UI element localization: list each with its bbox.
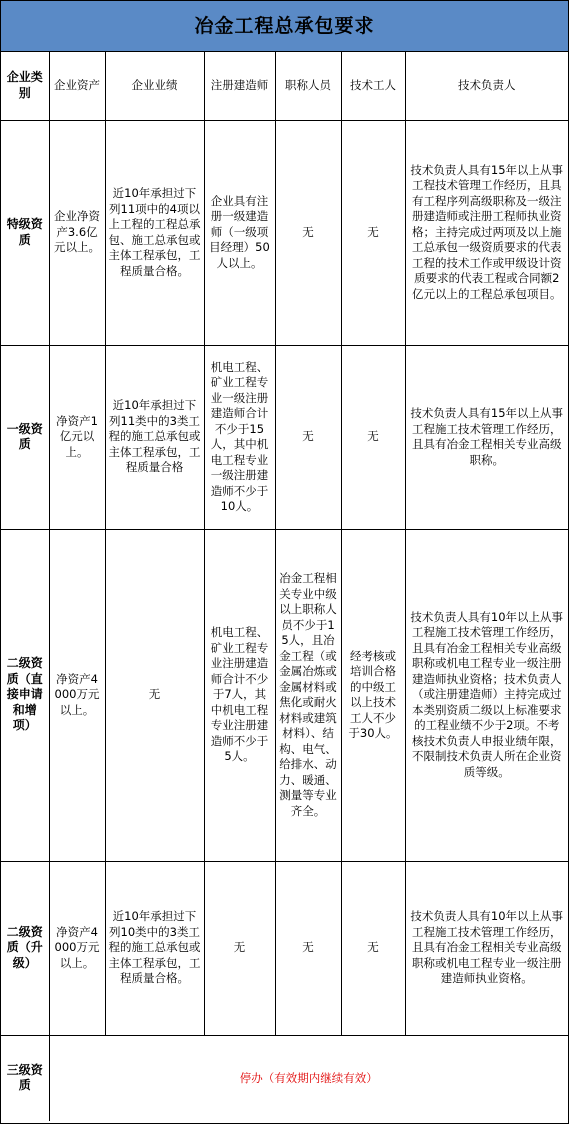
row-builders: 企业具有注册一级建造师（一级项目经理）50人以上。 <box>204 120 275 345</box>
requirements-table <box>1 52 568 1121</box>
row-category: 一级资质 <box>1 345 49 529</box>
row-workers: 无 <box>341 861 405 1035</box>
row-category: 三级资质 <box>1 1035 49 1121</box>
row-workers: 经考核或培训合格的中级工以上技术工人不少于30人。 <box>341 529 405 861</box>
row-builders: 机电工程、矿业工程专业注册建造师合计不少于7人，其中机电工程专业注册建造师不少于5人。 <box>204 529 275 861</box>
row-titled-staff: 无 <box>275 120 341 345</box>
header-performance: 企业业绩 <box>105 52 204 120</box>
header-titled-staff: 职称人员 <box>275 52 341 120</box>
table-row <box>1 345 568 529</box>
table-row-suspended <box>1 1035 568 1121</box>
header-category: 企业类别 <box>1 52 49 120</box>
row-performance: 无 <box>105 529 204 861</box>
row-workers: 无 <box>341 120 405 345</box>
row-category: 特级资质 <box>1 120 49 345</box>
row-category: 二级资质（直接申请和增项） <box>1 529 49 861</box>
row-performance: 近10年承担过下列11项中的4项以上工程的工程总承包、施工总承包或主体工程承包，工程质量合格。 <box>105 120 204 345</box>
row-assets: 净资产1亿元以上。 <box>49 345 105 529</box>
table-row <box>1 529 568 861</box>
row-tech-lead: 技术负责人具有15年以上从事工程施工技术管理工作经历，且具有冶金工程相关专业高级职称。 <box>405 345 568 529</box>
row-assets: 企业净资产3.6亿元以上。 <box>49 120 105 345</box>
row-tech-lead: 技术负责人具有15年以上从事工程技术管理工作经历，且具有工程序列高级职称及一级注册建造师或注册工程师执业资格；主持完成过两项及以上施工总承包一级资质要求的代表工程的技术工作或甲级设计资质要求的代表工程或合同额2亿元以上的工程总承包项目。 <box>405 120 568 345</box>
row-titled-staff: 无 <box>275 861 341 1035</box>
page-title: 冶金工程总承包要求 <box>1 1 568 52</box>
suspended-note: 停办（有效期内继续有效） <box>49 1035 568 1121</box>
row-titled-staff: 冶金工程相关专业中级以上职称人员不少于15人，且冶金工程（或金属冶炼或金属材料或焦化或耐火材料或建筑材料）、结构、电气、给排水、动力、暖通、测量等专业齐全。 <box>275 529 341 861</box>
row-builders: 无 <box>204 861 275 1035</box>
table-row <box>1 120 568 345</box>
header-builders: 注册建造师 <box>204 52 275 120</box>
row-performance: 近10年承担过下列11类中的3类工程的施工总承包或主体工程承包，工程质量合格 <box>105 345 204 529</box>
row-titled-staff: 无 <box>275 345 341 529</box>
row-tech-lead: 技术负责人具有10年以上从事工程施工技术管理工作经历，且具有冶金工程相关专业高级职称或机电工程专业一级注册建造师执业资格；技术负责人（或注册建造师）主持完成过本类别资质二级以上标准要求的工程业绩不少于2项。不考核技术负责人申报业绩年限，不限制技术负责人所在企业资质等级。 <box>405 529 568 861</box>
row-category: 二级资质（升级） <box>1 861 49 1035</box>
header-row <box>1 52 568 120</box>
row-builders: 机电工程、矿业工程专业一级注册建造师合计不少于15人，其中机电工程专业一级注册建造师不少于10人。 <box>204 345 275 529</box>
row-tech-lead: 技术负责人具有10年以上从事工程施工技术管理工作经历，且具有冶金工程相关专业高级职称或机电工程专业一级注册建造师执业资格。 <box>405 861 568 1035</box>
row-assets: 净资产4000万元以上。 <box>49 861 105 1035</box>
header-assets: 企业资产 <box>49 52 105 120</box>
row-workers: 无 <box>341 345 405 529</box>
row-performance: 近10年承担过下列10类中的3类工程的施工总承包或主体工程承包，工程质量合格。 <box>105 861 204 1035</box>
header-workers: 技术工人 <box>341 52 405 120</box>
row-assets: 净资产4000万元以上。 <box>49 529 105 861</box>
header-tech-lead: 技术负责人 <box>405 52 568 120</box>
table-row <box>1 861 568 1035</box>
